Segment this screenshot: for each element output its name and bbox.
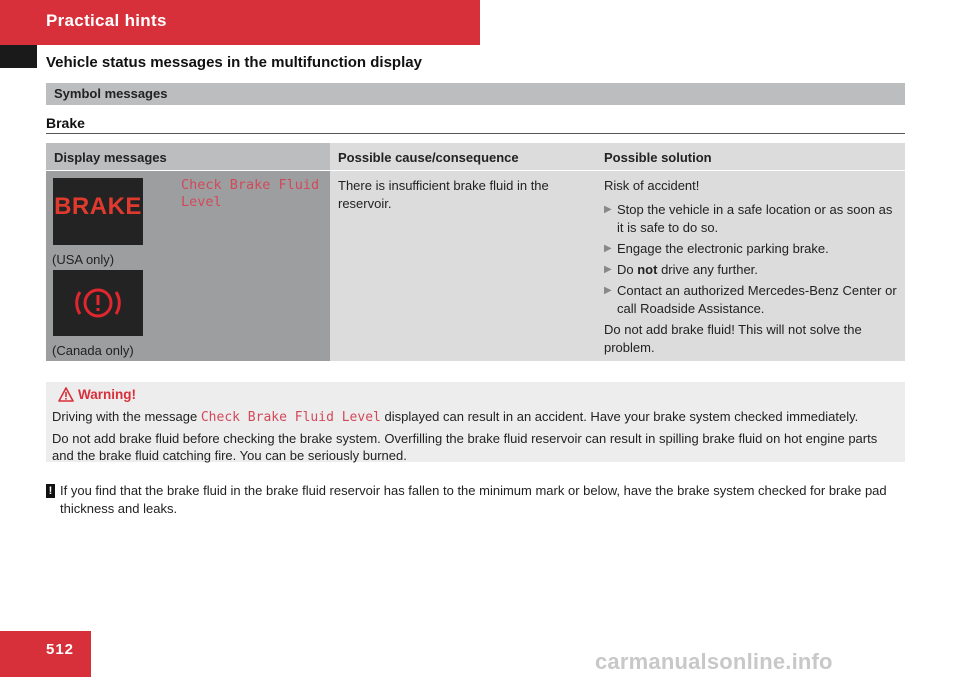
display-message-line1: Check Brake Fluid	[181, 177, 320, 193]
chapter-tab	[0, 0, 480, 45]
solution-step: ▶ Contact an authorized Mercedes-Benz Center or call Roadside Assistance.	[604, 283, 897, 316]
solution-outro: Do not add brake fluid! This will not solve the problem.	[604, 322, 862, 355]
display-message-line2: Level	[181, 194, 222, 210]
column-header-cause: Possible cause/consequence	[330, 143, 596, 170]
warning-paragraph: Driving with the message Check Brake Fluid Level displayed can result in an accident. Have your brake system checked immediately.	[52, 409, 859, 425]
note	[46, 482, 905, 518]
warning-title: Warning!	[52, 386, 899, 406]
header-marker	[0, 45, 37, 68]
note-text: If you find that the brake fluid in the brake fluid reservoir has fallen to the minimum mark or below, have the brake system checked for brake pad thickness and leaks.	[60, 483, 887, 516]
column-header-display: Display messages	[46, 143, 330, 170]
usa-label: (USA only)	[52, 252, 115, 267]
subsection-title: Symbol messages	[54, 86, 168, 101]
cause-cell	[330, 171, 596, 361]
warning-box	[46, 382, 905, 462]
display-cell	[46, 171, 330, 361]
section-title: Vehicle status messages in the multifunction display	[46, 54, 422, 71]
arrow-right-icon: ▶	[604, 243, 612, 254]
arrow-right-icon: ▶	[604, 285, 612, 296]
solution-intro: Risk of accident!	[604, 178, 700, 193]
solution-step: ▶ Do not drive any further.	[604, 262, 758, 277]
chapter-title: Practical hints	[46, 11, 167, 30]
column-header-solution: Possible solution	[596, 143, 905, 170]
warning-triangle-icon	[58, 387, 74, 402]
warning-paragraph: Do not add brake fluid before checking the brake system. Overfilling the brake fluid reservoir can result in spilling brake fluid on hot engine parts and the brake fluid catching fire. You can be seriously burned.	[52, 431, 878, 463]
watermark: carmanualsonline.info	[595, 649, 833, 674]
solution-cell	[596, 171, 905, 361]
brake-display-image	[53, 178, 143, 245]
brake-icon-text: BRAKE	[54, 193, 142, 220]
page-number-box	[0, 631, 91, 677]
cause-text: There is insufficient brake fluid in the reservoir.	[338, 178, 549, 211]
warning-message-code: Check Brake Fluid Level	[200, 410, 381, 425]
canada-label: (Canada only)	[52, 343, 134, 358]
solution-step: ▶ Stop the vehicle in a safe location or as soon as it is safe to do so.	[604, 202, 893, 235]
arrow-right-icon: ▶	[604, 204, 612, 215]
subsection-bar	[46, 83, 905, 105]
arrow-right-icon: ▶	[604, 264, 612, 275]
canada-display-image	[53, 270, 143, 336]
display-message	[181, 177, 326, 211]
exclamation-icon: !	[46, 484, 55, 498]
brake-warning-circle-icon	[53, 270, 143, 336]
solution-step: ▶ Engage the electronic parking brake.	[604, 241, 829, 256]
divider	[46, 133, 905, 134]
page-number: 512	[46, 641, 75, 658]
category-title: Brake	[46, 115, 85, 131]
